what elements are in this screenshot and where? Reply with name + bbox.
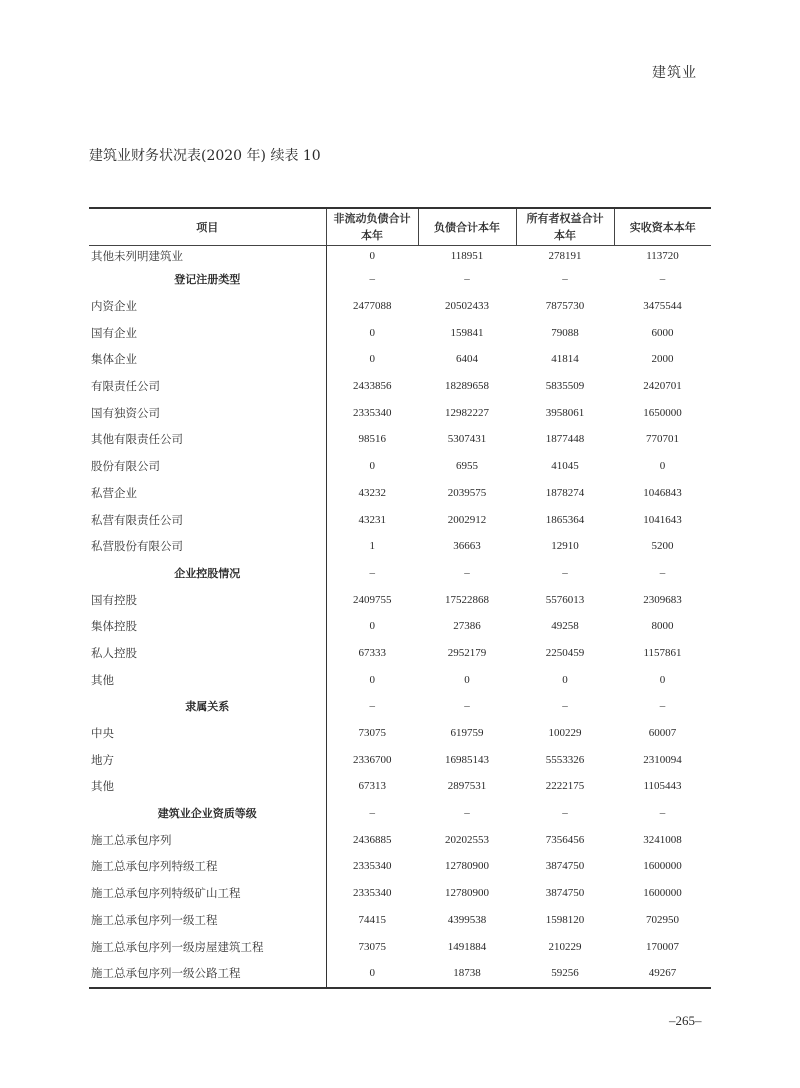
cell-value: – bbox=[464, 273, 470, 286]
cell-value: 36663 bbox=[453, 540, 481, 553]
financial-table bbox=[89, 207, 711, 989]
cell-value: 1046843 bbox=[643, 486, 682, 499]
table-row bbox=[89, 246, 711, 267]
cell-value: 100229 bbox=[548, 727, 582, 740]
cell-value: 2952179 bbox=[447, 646, 487, 659]
cell-value: 770701 bbox=[646, 433, 679, 446]
table-header-row bbox=[89, 209, 711, 246]
header-line: 项目 bbox=[196, 220, 219, 234]
row-label: 内资企业 bbox=[91, 299, 137, 314]
row-label: 施工总承包序列一级工程 bbox=[91, 912, 218, 927]
cell-value: 2039575 bbox=[447, 486, 487, 499]
header-line: 本年 bbox=[361, 229, 383, 242]
cell-value: 2477088 bbox=[326, 293, 418, 320]
cell-value: 18289658 bbox=[445, 380, 489, 393]
cell-value: 41814 bbox=[551, 353, 579, 366]
cell-value: 113720 bbox=[646, 250, 679, 262]
cell-value: – bbox=[326, 800, 418, 827]
cell-value: 0 bbox=[464, 673, 470, 686]
cell-value: 60007 bbox=[648, 727, 677, 740]
cell-value: 170007 bbox=[646, 940, 679, 953]
cell-value: 2250459 bbox=[545, 646, 585, 659]
row-label: 施工总承包序列特级矿山工程 bbox=[91, 886, 241, 901]
cell-value: 1 bbox=[326, 533, 418, 560]
cell-value: 2436885 bbox=[326, 826, 418, 853]
cell-value: 2335340 bbox=[326, 880, 418, 907]
cell-value: 3874750 bbox=[545, 887, 585, 900]
cell-value: 73075 bbox=[326, 720, 418, 747]
row-label: 私营有限责任公司 bbox=[91, 512, 183, 527]
cell-value: 2433856 bbox=[326, 373, 418, 400]
table-row bbox=[89, 533, 711, 560]
cell-value: 1105443 bbox=[643, 780, 682, 793]
table-row bbox=[89, 880, 711, 907]
cell-value: 0 bbox=[659, 460, 666, 473]
cell-value: 0 bbox=[326, 246, 418, 267]
cell-value: 619759 bbox=[450, 727, 484, 740]
table-row bbox=[89, 907, 711, 934]
cell-value: 2409755 bbox=[326, 586, 418, 613]
cell-value: 67313 bbox=[326, 773, 418, 800]
cell-value: 1598120 bbox=[545, 913, 585, 926]
table-row bbox=[89, 853, 711, 880]
cell-value: 278191 bbox=[548, 250, 582, 262]
cell-value: 3475544 bbox=[643, 300, 682, 313]
cell-value: 159841 bbox=[450, 326, 484, 339]
cell-value: 12982227 bbox=[445, 406, 489, 419]
cell-value: 0 bbox=[326, 960, 418, 987]
cell-value: 1157861 bbox=[643, 646, 682, 659]
row-label: 有限责任公司 bbox=[91, 379, 160, 394]
table-row bbox=[89, 933, 711, 960]
cell-value: 6000 bbox=[651, 326, 674, 339]
row-label: 国有企业 bbox=[91, 325, 137, 340]
header-owners-equity bbox=[516, 209, 614, 246]
header-total-liabilities bbox=[418, 209, 516, 246]
cell-value: 2420701 bbox=[643, 380, 682, 393]
cell-value: 2335340 bbox=[326, 399, 418, 426]
row-label: 地方 bbox=[91, 752, 114, 767]
table-row bbox=[89, 746, 711, 773]
row-label: 股份有限公司 bbox=[91, 459, 160, 474]
table-row bbox=[89, 720, 711, 747]
row-label: 国有独资公司 bbox=[91, 405, 160, 420]
header-line: 所有者权益合计 bbox=[526, 212, 604, 225]
cell-value: – bbox=[326, 560, 418, 587]
cell-value: – bbox=[562, 566, 568, 579]
row-label: 集体控股 bbox=[91, 619, 137, 634]
cell-value: 5553326 bbox=[545, 753, 585, 766]
page-number: –265– bbox=[669, 1013, 702, 1028]
row-label: 集体企业 bbox=[91, 352, 137, 367]
header-line: 负债合计本年 bbox=[434, 220, 500, 234]
cell-value: 43232 bbox=[326, 480, 418, 507]
cell-value: 18738 bbox=[453, 967, 481, 980]
row-label: 施工总承包序列特级工程 bbox=[91, 859, 218, 874]
cell-value: 8000 bbox=[651, 620, 674, 633]
cell-value: 3241008 bbox=[643, 833, 682, 846]
cell-value: 1877448 bbox=[545, 433, 585, 446]
cell-value: 1041643 bbox=[643, 513, 682, 526]
cell-value: 1650000 bbox=[643, 406, 682, 419]
cell-value: 98516 bbox=[326, 426, 418, 453]
cell-value: 20202553 bbox=[445, 833, 489, 846]
section-label: 隶属关系 bbox=[185, 700, 230, 714]
cell-value: 4399538 bbox=[447, 913, 487, 926]
cell-value: 12780900 bbox=[445, 860, 489, 873]
cell-value: 12780900 bbox=[445, 887, 489, 900]
cell-value: – bbox=[464, 700, 470, 713]
cell-value: 12910 bbox=[551, 540, 579, 553]
row-label: 施工总承包序列 bbox=[91, 832, 172, 847]
cell-value: – bbox=[659, 273, 666, 286]
cell-value: 5576013 bbox=[545, 593, 585, 606]
cell-value: 59256 bbox=[551, 967, 579, 980]
cell-value: 41045 bbox=[551, 460, 579, 473]
cell-value: 5307431 bbox=[447, 433, 487, 446]
header-line: 非流动负债合计 bbox=[333, 212, 411, 225]
cell-value: 0 bbox=[326, 666, 418, 693]
cell-value: 17522868 bbox=[445, 593, 489, 606]
header-item bbox=[89, 209, 326, 246]
cell-value: 3874750 bbox=[545, 860, 585, 873]
cell-value: 49267 bbox=[648, 967, 677, 980]
table-row bbox=[89, 826, 711, 853]
table-row bbox=[89, 666, 711, 693]
section-row bbox=[89, 266, 711, 293]
section-row bbox=[89, 560, 711, 587]
row-label: 施工总承包序列一级房屋建筑工程 bbox=[91, 939, 264, 954]
cell-value: 1600000 bbox=[643, 887, 682, 900]
cell-value: 2310094 bbox=[643, 753, 682, 766]
cell-value: 2000 bbox=[651, 353, 674, 366]
cell-value: – bbox=[659, 700, 666, 713]
section-row bbox=[89, 800, 711, 827]
cell-value: 2002912 bbox=[447, 513, 487, 526]
section-label: 企业控股情况 bbox=[174, 566, 241, 580]
row-label: 其他 bbox=[91, 672, 114, 687]
cell-value: 74415 bbox=[326, 907, 418, 934]
row-label: 私人控股 bbox=[91, 645, 137, 660]
cell-value: 7875730 bbox=[545, 300, 585, 313]
table-row bbox=[89, 960, 711, 987]
cell-value: – bbox=[659, 566, 666, 579]
cell-value: – bbox=[326, 693, 418, 720]
running-head: 建筑业 bbox=[652, 65, 697, 81]
cell-value: – bbox=[562, 700, 568, 713]
row-label: 其他 bbox=[91, 779, 114, 794]
section-label: 建筑业企业资质等级 bbox=[157, 807, 257, 821]
row-label: 私营股份有限公司 bbox=[91, 539, 183, 554]
header-line: 本年 bbox=[554, 229, 576, 242]
header-noncurrent-liabilities bbox=[326, 209, 418, 246]
cell-value: 0 bbox=[562, 673, 568, 686]
cell-value: 702950 bbox=[646, 913, 679, 926]
cell-value: 16985143 bbox=[445, 753, 489, 766]
table-row bbox=[89, 640, 711, 667]
cell-value: – bbox=[464, 566, 470, 579]
row-label: 其他未列明建筑业 bbox=[91, 249, 183, 263]
cell-value: 6955 bbox=[456, 460, 478, 473]
cell-value: – bbox=[464, 807, 470, 820]
table-row bbox=[89, 586, 711, 613]
table-row bbox=[89, 773, 711, 800]
cell-value: – bbox=[659, 807, 666, 820]
cell-value: 5200 bbox=[651, 540, 674, 553]
cell-value: 6404 bbox=[456, 353, 478, 366]
cell-value: 1878274 bbox=[545, 486, 585, 499]
table-row bbox=[89, 426, 711, 453]
cell-value: 0 bbox=[326, 613, 418, 640]
table-title: 建筑业财务状况表(2020 年) 续表 10 bbox=[89, 148, 321, 164]
cell-value: 0 bbox=[659, 673, 666, 686]
cell-value: 2335340 bbox=[326, 853, 418, 880]
cell-value: 67333 bbox=[326, 640, 418, 667]
cell-value: 79088 bbox=[551, 326, 579, 339]
cell-value: 20502433 bbox=[445, 300, 489, 313]
header-line: 实收资本本年 bbox=[629, 220, 696, 234]
cell-value: 0 bbox=[326, 453, 418, 480]
cell-value: 2309683 bbox=[643, 593, 682, 606]
table-row bbox=[89, 346, 711, 373]
cell-value: 2222175 bbox=[545, 780, 585, 793]
cell-value: 7356456 bbox=[545, 833, 585, 846]
cell-value: 43231 bbox=[326, 506, 418, 533]
table-row bbox=[89, 399, 711, 426]
section-label: 登记注册类型 bbox=[174, 273, 241, 287]
row-label: 国有控股 bbox=[91, 592, 137, 607]
table-row bbox=[89, 453, 711, 480]
section-row bbox=[89, 693, 711, 720]
cell-value: 73075 bbox=[326, 933, 418, 960]
cell-value: 210229 bbox=[548, 940, 582, 953]
cell-value: – bbox=[562, 807, 568, 820]
cell-value: 49258 bbox=[551, 620, 579, 633]
cell-value: 0 bbox=[326, 346, 418, 373]
cell-value: 2336700 bbox=[326, 746, 418, 773]
cell-value: 1600000 bbox=[643, 860, 682, 873]
cell-value: 3958061 bbox=[545, 406, 585, 419]
cell-value: 118951 bbox=[450, 250, 484, 262]
row-label: 中央 bbox=[91, 726, 114, 741]
table-body bbox=[89, 246, 711, 987]
cell-value: 0 bbox=[326, 319, 418, 346]
cell-value: – bbox=[562, 273, 568, 286]
cell-value: 27386 bbox=[453, 620, 481, 633]
cell-value: 1491884 bbox=[447, 940, 487, 953]
row-label: 施工总承包序列一级公路工程 bbox=[91, 966, 241, 981]
row-label: 私营企业 bbox=[91, 485, 137, 500]
header-paid-in-capital bbox=[614, 209, 711, 246]
table-row bbox=[89, 480, 711, 507]
cell-value: 2897531 bbox=[447, 780, 487, 793]
cell-value: – bbox=[326, 266, 418, 293]
row-label: 其他有限责任公司 bbox=[91, 432, 183, 447]
table-row bbox=[89, 293, 711, 320]
table-row bbox=[89, 319, 711, 346]
cell-value: 5835509 bbox=[545, 380, 585, 393]
table-row bbox=[89, 613, 711, 640]
table-row bbox=[89, 506, 711, 533]
table-row bbox=[89, 373, 711, 400]
cell-value: 1865364 bbox=[545, 513, 585, 526]
